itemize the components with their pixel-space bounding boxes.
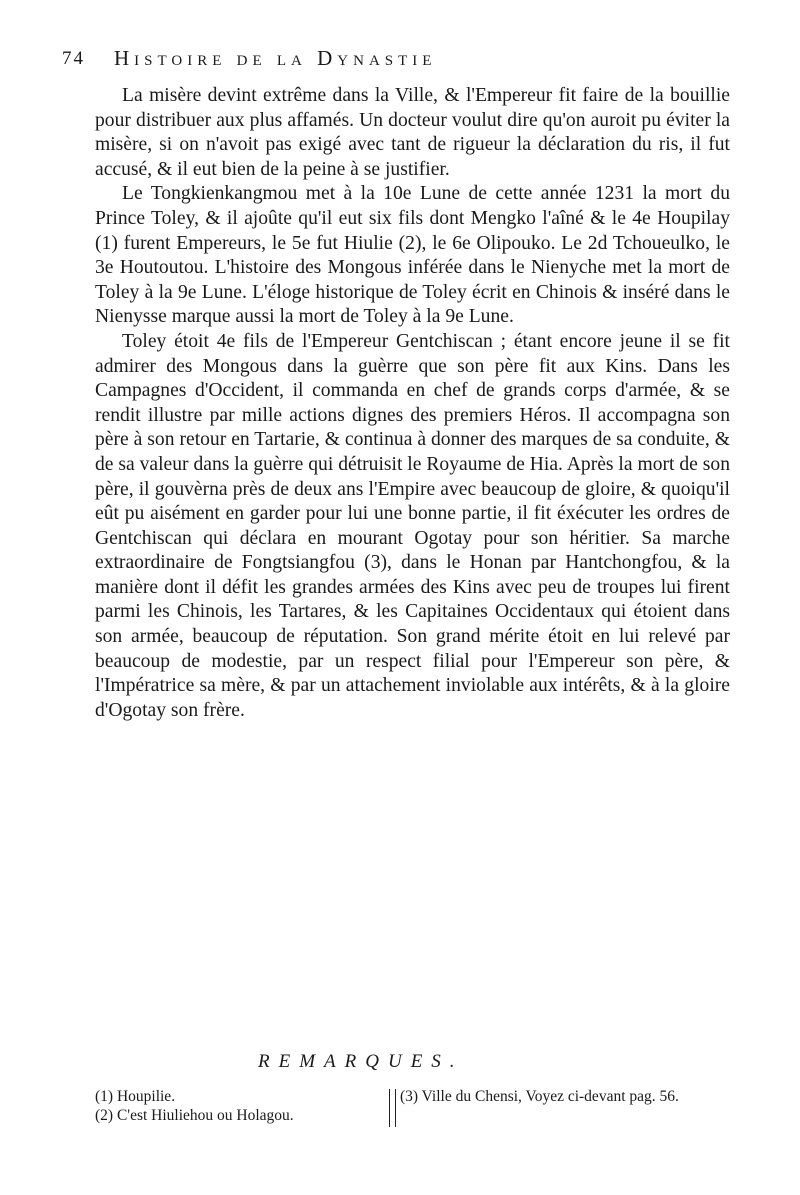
footnotes-right-column [400, 1087, 730, 1106]
footnote-3: (3) Ville du Chensi, Voyez ci-devant pag. 56. [400, 1088, 679, 1105]
body-text [95, 84, 730, 723]
footnotes-left-column [95, 1087, 385, 1125]
footnote-1: (1) Houpilie. [95, 1088, 176, 1105]
footnote-divider [389, 1089, 396, 1127]
page-number: 74 [62, 48, 85, 69]
paragraph-tongkienkangmou: Le Tongkienkangmou met à la 10e Lune de cette année 1231 la mort du Prince Toley, & il ajoûte qu'il eut six fils dont Mengko l'aîné & le 4e Houpilay (1) furent Empereurs, le 5e fut Hiulie (2), le 6e Olipouko. Le 2d Tchoueulko, le 3e Houtoutou. L'histoire des Mongous inférée dans le Nienyche met la mort de Toley à la 9e Lune. L'éloge historique de Toley écrit en Chinois & inséré dans le Nienysse marque aussi la mort de Toley à la 9e Lune. [95, 183, 730, 328]
page-header [62, 44, 732, 74]
running-title: Histoire de la Dynastie [114, 46, 437, 70]
paragraph-misere: La misère devint extrême dans la Ville, & l'Empereur fit faire de la bouillie pour distribuer aux plus affamés. Un docteur voulut dire qu'on auroit pu éviter la misère, si on n'avoit pas exigé avec tant de rigueur la déclaration du ris, il fut accusé, & il eut bien de la peine à se justifier. [95, 85, 730, 180]
paragraph-toley: Toley étoit 4e fils de l'Empereur Gentchiscan ; étant encore jeune il se fit admirer des Mongous dans la guèrre que son père fit aux Kins. Dans les Campagnes d'Occident, il commanda en chef de grands corps d'armée, & se rendit illustre par mille actions dignes des premiers Héros. Il accompagna son père à son retour en Tartarie, & continua à donner des marques de sa conduite, & de sa valeur dans la guèrre qui détruisit le Royaume de Hia. Après la mort de son père, il gouvèrna près de deux ans l'Empire avec beaucoup de gloire, & quoiqu'il eût pu aisément en garder pour lui une bonne partie, il fit éxécuter les ordres de Gentchiscan qui déclara en mourant Ogotay pour son héritier. Sa marche extraordinaire de Fongtsiangfou (3), dans le Honan par Hantchongfou, & la manière dont il défit les grandes armées des Kins avec peu de troupes lui firent parmi les Chinois, les Tartares, & les Capitaines Occidentaux qui étoient dans son armée, beaucoup de réputation. Son grand mérite étoit en lui relevé par beaucoup de modestie, par un respect filial pour l'Empereur son père, & l'Impératrice sa mère, & par un attachement inviolable aux intérêts, & à la gloire d'Ogotay son frère. [95, 330, 730, 721]
remarques-heading: REMARQUES. [258, 1051, 464, 1072]
footnote-2: (2) C'est Hiuliehou ou Holagou. [95, 1107, 294, 1124]
